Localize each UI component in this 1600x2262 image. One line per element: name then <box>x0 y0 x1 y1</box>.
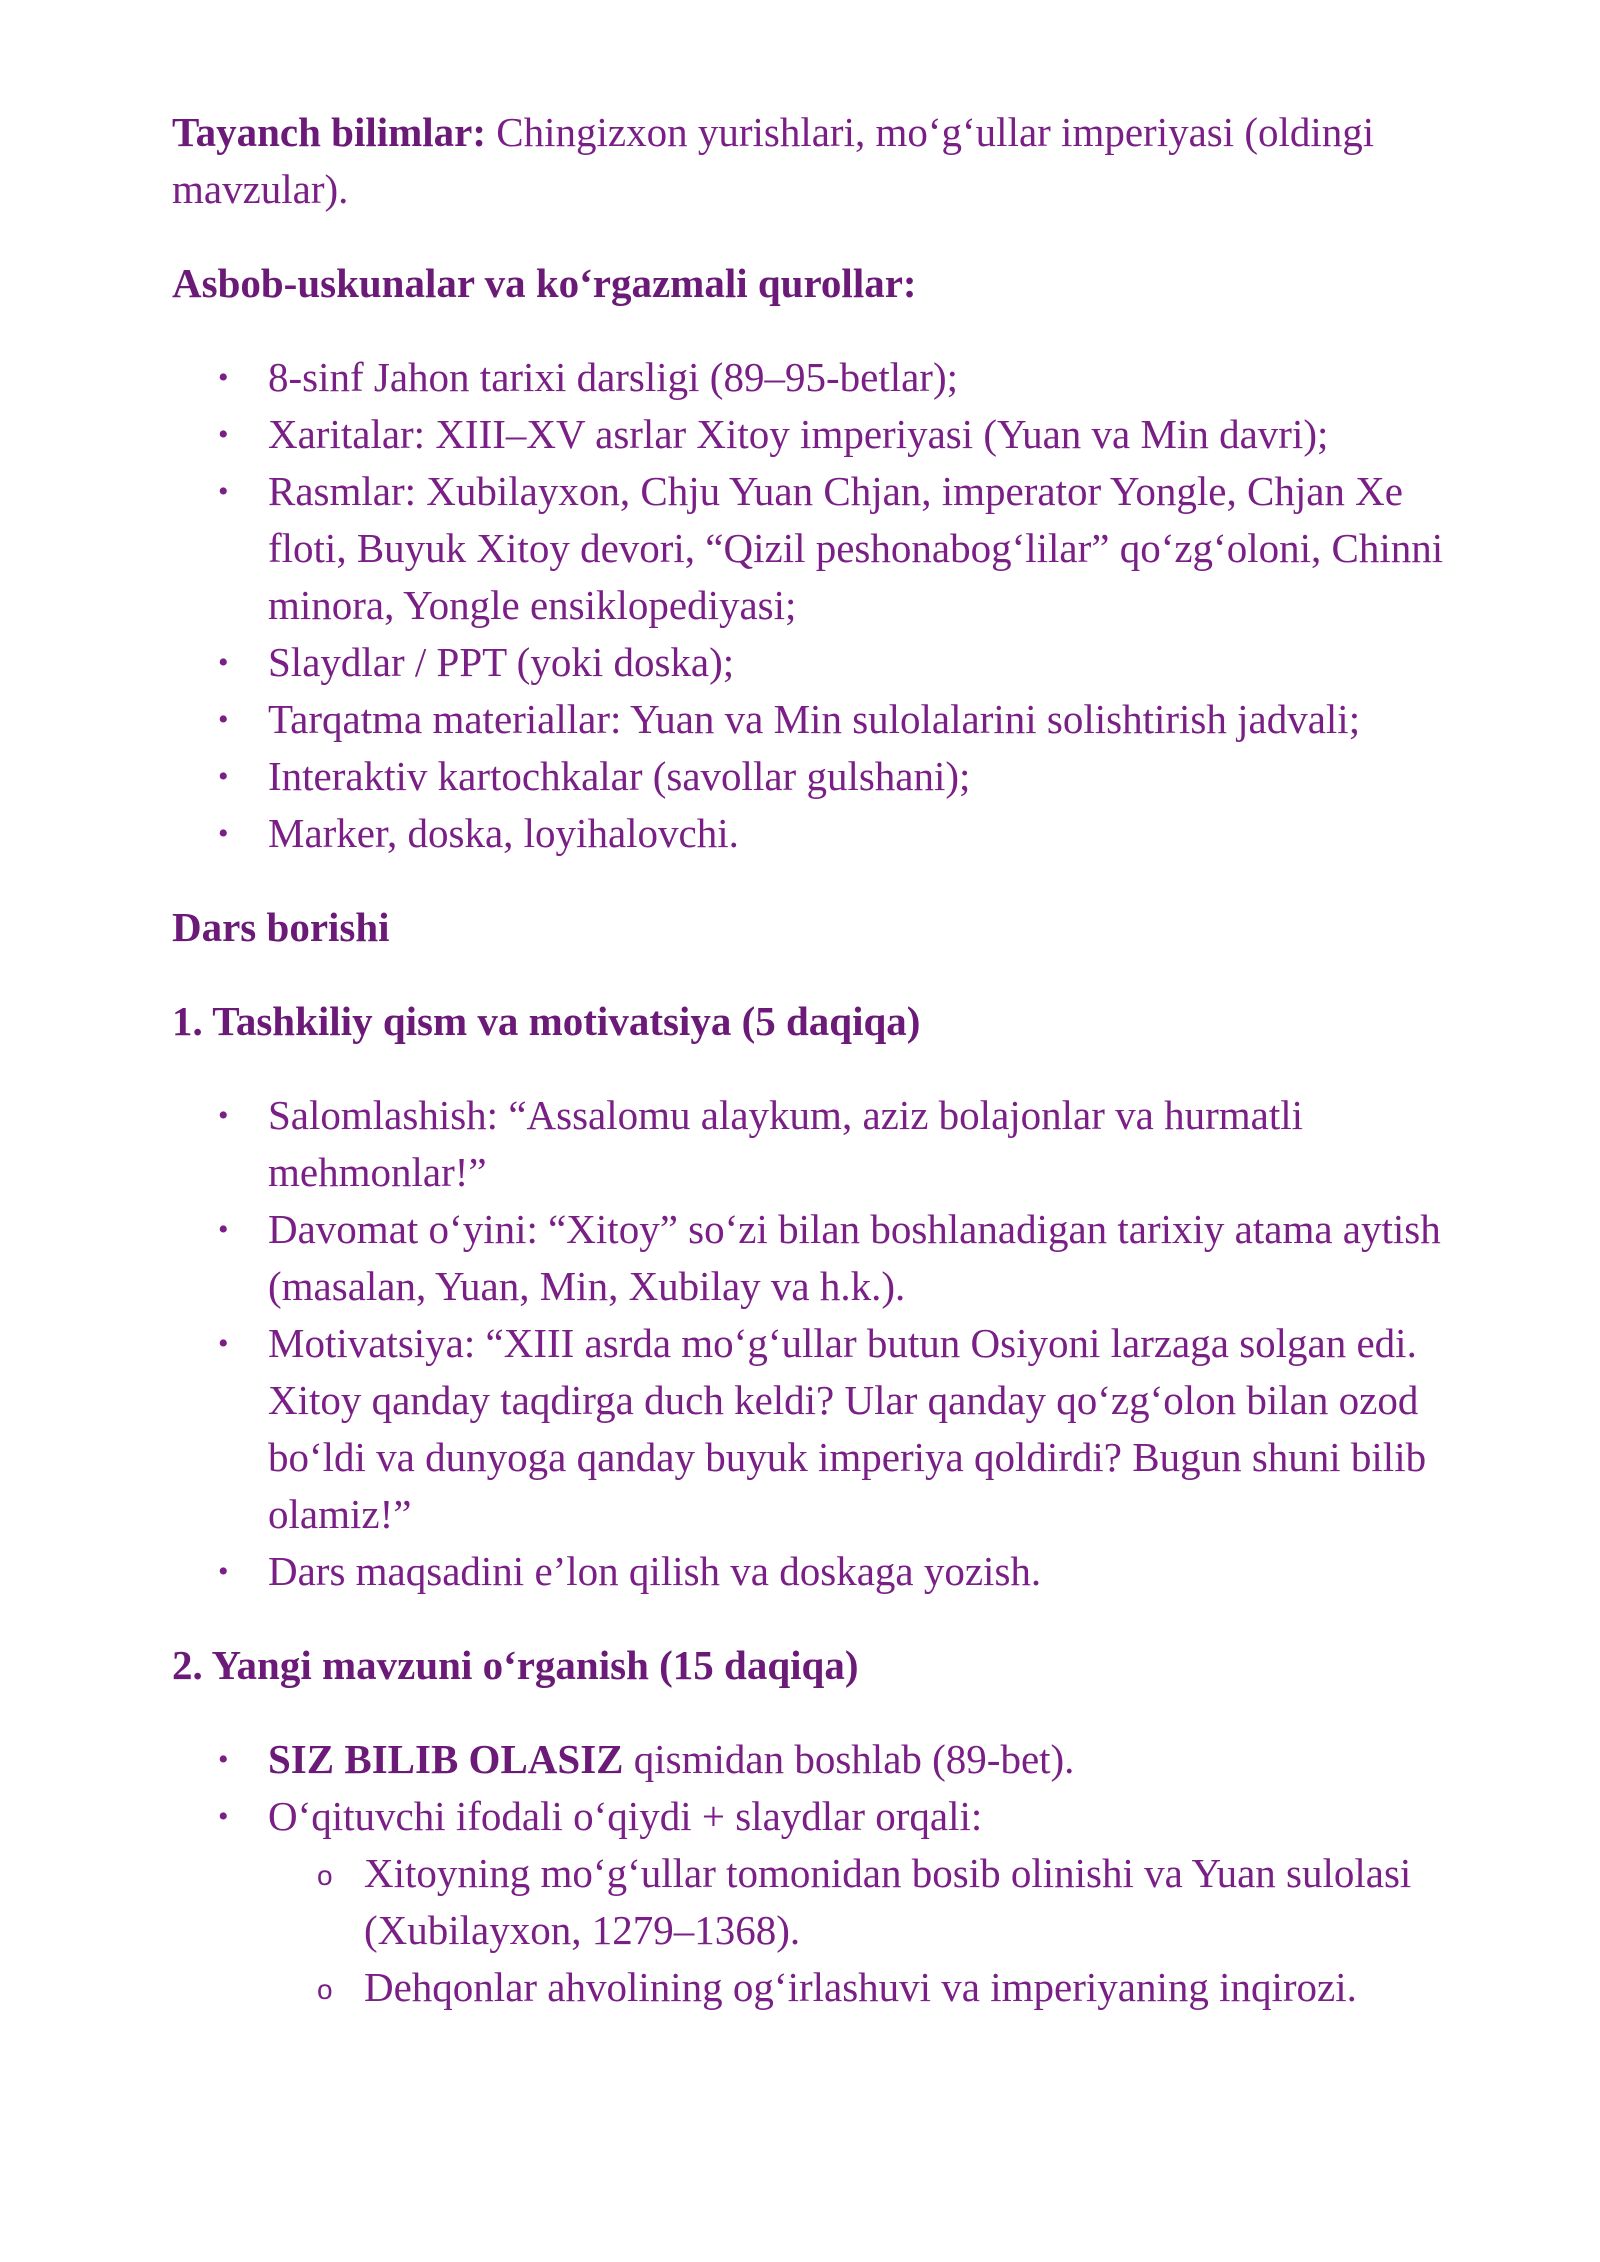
list-item: • Rasmlar: Xubilayxon, Chju Yuan Chjan, imperator Yongle, Chjan Xe floti, Buyuk Xitoy devori, “Qizil peshonabog‘lilar” qo‘zg‘oloni, Chinni minora, Yongle ensiklopediyasi; <box>268 463 1462 634</box>
list-item <box>268 1731 1462 1788</box>
list-item <box>268 1788 1462 2016</box>
list-item: • Tarqatma materiallar: Yuan va Min sulolalarini solishtirish jadvali; <box>268 691 1462 748</box>
list-item: • Salomlashish: “Assalomu alaykum, aziz bolajonlar va hurmatli mehmonlar!” <box>268 1087 1462 1201</box>
list-item: • Interaktiv kartochkalar (savollar gulshani); <box>268 748 1462 805</box>
list-item: • Dars maqsadini e’lon qilish va doskaga yozish. <box>268 1543 1462 1600</box>
section-1-heading: 1. Tashkiliy qism va motivatsiya (5 daqiqa) <box>172 998 921 1044</box>
section-2-list <box>172 1731 1462 2016</box>
prerequisites-label: Tayanch bilimlar: <box>172 109 487 155</box>
list-item-bold: SIZ BILIB OLASIZ <box>268 1736 624 1782</box>
sublist-item: o Xitoyning mo‘g‘ullar tomonidan bosib olinishi va Yuan sulolasi (Xubilayxon, 1279–1368). <box>364 1845 1462 1959</box>
equipment-heading: Asbob-uskunalar va ko‘rgazmali qurollar: <box>172 260 917 306</box>
lesson-heading: Dars borishi <box>172 904 390 950</box>
list-item-text: qismidan boshlab (89-bet). <box>623 1736 1075 1782</box>
section-2-sublist <box>268 1845 1462 2016</box>
sublist-item: o Dehqonlar ahvolining og‘irlashuvi va imperiyaning inqirozi. <box>364 1959 1462 2016</box>
list-item: • Xaritalar: XIII–XV asrlar Xitoy imperiyasi (Yuan va Min davri); <box>268 406 1462 463</box>
list-item: • Motivatsiya: “XIII asrda mo‘g‘ullar butun Osiyoni larzaga solgan edi. Xitoy qanday taqdirga duch keldi? Ular qanday qo‘zg‘olon bilan ozod bo‘ldi va dunyoga qanday buyuk imperiya qoldirdi? Bugun shuni bilib olamiz!” <box>268 1315 1462 1543</box>
equipment-list <box>172 349 1462 862</box>
list-item: • Davomat o‘yini: “Xitoy” so‘zi bilan boshlanadigan tarixiy atama aytish (masalan, Yuan, Min, Xubilay va h.k.). <box>268 1201 1462 1315</box>
document-page <box>172 104 1462 2053</box>
prerequisites-paragraph <box>172 104 1462 218</box>
section-1-list <box>172 1087 1462 1600</box>
list-item: • Slaydlar / PPT (yoki doska); <box>268 634 1462 691</box>
list-item: • 8-sinf Jahon tarixi darsligi (89–95-betlar); <box>268 349 1462 406</box>
section-2-heading: 2. Yangi mavzuni o‘rganish (15 daqiqa) <box>172 1642 859 1688</box>
list-item-text: O‘qituvchi ifodali o‘qiydi + slaydlar orqali: <box>268 1793 983 1839</box>
prerequisites-text: Chingizxon yurishlari, mo‘g‘ullar imperiyasi (oldingi mavzular). <box>172 109 1375 212</box>
list-item: • Marker, doska, loyihalovchi. <box>268 805 1462 862</box>
